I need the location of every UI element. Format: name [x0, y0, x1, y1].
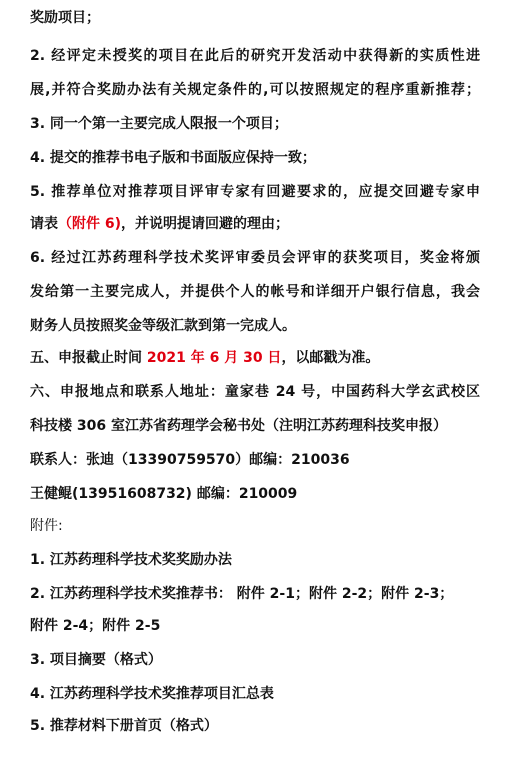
attachment-item-1: 1. 江苏药理科学技术奖奖励办法 [30, 552, 232, 568]
text-line-8: 6. 经过江苏药理科学技术奖评审委员会评审的获奖项目，奖金将颁 [30, 250, 480, 266]
address-line-2: 科技楼 306 室江苏省药理学会秘书处（注明江苏药理科技奖申报） [30, 418, 447, 434]
text-line-2: 2. 经评定未授奖的项目在此后的研究开发活动中获得新的实质性进 [30, 48, 480, 64]
text-line-3: 展,并符合奖励办法有关规定条件的,可以按照规定的程序重新推荐； [30, 82, 480, 98]
deadline-label: 五、申报截止时间 [30, 350, 147, 366]
attachments-heading: 附件: [30, 518, 63, 534]
text-line-1: 奖励项目； [30, 10, 100, 26]
deadline-line [30, 348, 480, 368]
text-line-7 [30, 214, 480, 234]
contact-line-2: 王健鲲(13951608732) 邮编：210009 [30, 486, 298, 502]
text-line-9: 发给第一主要完成人，并提供个人的帐号和详细开户银行信息，我会 [30, 284, 480, 300]
contact-line-1: 联系人：张迪（13390759570）邮编：210036 [30, 452, 350, 468]
attachment-6-reference: （附件 6) [58, 216, 122, 232]
text-line-6: 5. 推荐单位对推荐项目评审专家有回避要求的，应提交回避专家申 [30, 184, 480, 200]
text-line-10: 财务人员按照奖金等级汇款到第一完成人。 [30, 318, 296, 334]
address-line-1: 六、申报地点和联系人地址：童家巷 24 号，中国药科大学玄武校区 [30, 384, 480, 400]
attachment-item-4: 4. 江苏药理科学技术奖推荐项目汇总表 [30, 686, 274, 702]
attachment-item-2: 2. 江苏药理科学技术奖推荐书： 附件 2-1；附件 2-2；附件 2-3； [30, 586, 454, 602]
deadline-note: ，以邮戳为准。 [281, 350, 380, 366]
text-line-7-end: ，并说明提请回避的理由； [121, 216, 290, 232]
attachment-item-5: 5. 推荐材料下册首页（格式） [30, 718, 218, 734]
text-line-7-start: 请表 [30, 216, 58, 232]
attachment-item-2-cont: 附件 2-4；附件 2-5 [30, 618, 161, 634]
deadline-date: 2021 年 6 月 30 日 [146, 350, 282, 366]
text-line-4: 3. 同一个第一主要完成人限报一个项目； [30, 116, 288, 132]
attachment-item-3: 3. 项目摘要（格式） [30, 652, 162, 668]
text-line-5: 4. 提交的推荐书电子版和书面版应保持一致； [30, 150, 316, 166]
